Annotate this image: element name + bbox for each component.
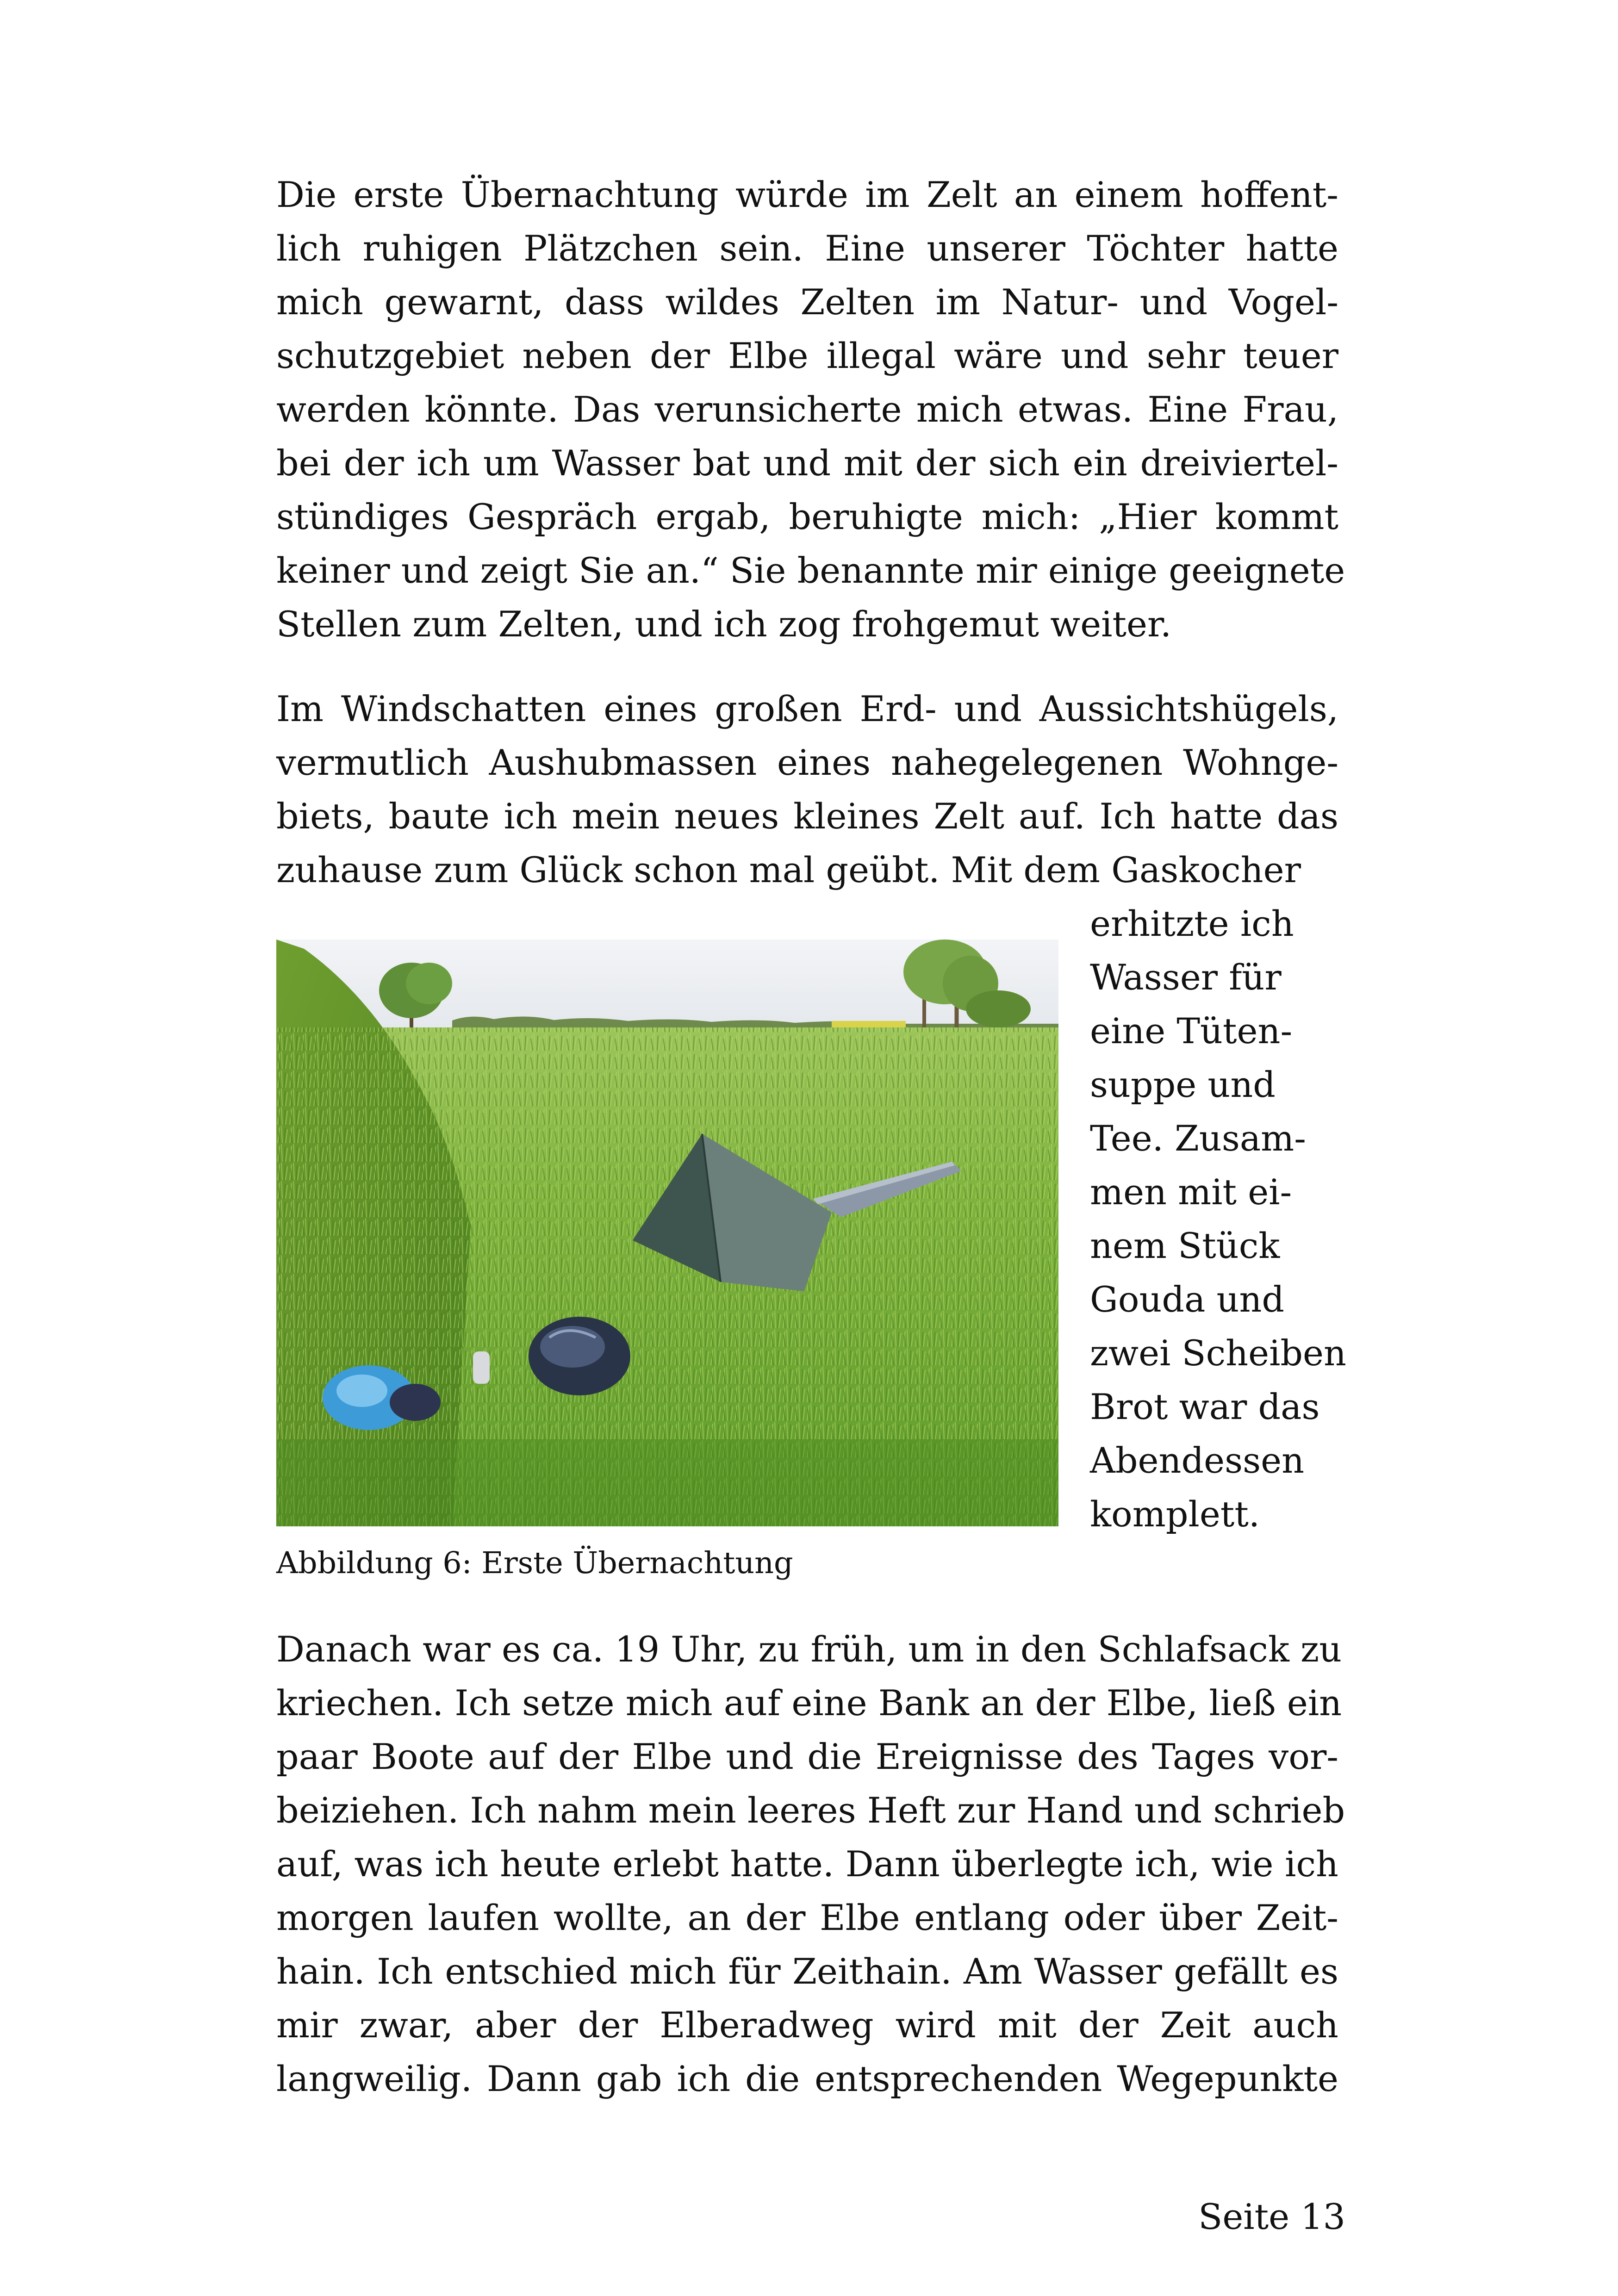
side-text-line: Gouda und [1090, 1279, 1285, 1320]
side-text-line: Tee. Zusam- [1090, 1118, 1306, 1159]
side-text-line: Wasser für [1090, 957, 1282, 998]
text-line: kriechen. Ich setze mich auf eine Bank an der Elbe, ließ ein [276, 1682, 1342, 1724]
page-number: Seite 13 [1198, 2196, 1345, 2237]
text-line: Danach war es ca. 19 Uhr, zu früh, um in den Schlafsack zu [276, 1629, 1342, 1670]
side-text-line: Abendessen [1090, 1440, 1305, 1481]
text-line: lich ruhigen Plätzchen sein. Eine unserer Töchter hatte [276, 228, 1338, 269]
text-line: mich gewarnt, dass wildes Zelten im Natur- und Vogel- [276, 281, 1338, 323]
text-line: Im Windschatten eines großen Erd- und Aussichtshügels, [276, 688, 1338, 729]
text-line: auf, was ich heute erlebt hatte. Dann überlegte ich, wie ich [276, 1843, 1338, 1885]
side-text-line: komplett. [1090, 1493, 1260, 1535]
side-text-line: zwei Scheiben [1090, 1332, 1346, 1374]
text-line: langweilig. Dann gab ich die entsprechenden Wegepunkte [276, 2058, 1338, 2099]
text-line: schutzgebiet neben der Elbe illegal wäre und sehr teuer [276, 335, 1338, 376]
side-text-line: Brot war das [1090, 1386, 1320, 1427]
text-line: hain. Ich entschied mich für Zeithain. Am Wasser gefällt es [276, 1951, 1338, 1992]
text-line: mir zwar, aber der Elberadweg wird mit der Zeit auch [276, 2004, 1338, 2046]
text-line: bei der ich um Wasser bat und mit der sich ein dreiviertel- [276, 442, 1338, 484]
side-text-line: men mit ei- [1090, 1171, 1292, 1213]
side-text-line: eine Tüten- [1090, 1010, 1293, 1052]
side-text-line: nem Stück [1090, 1225, 1280, 1266]
text-line: biets, baute ich mein neues kleines Zelt auf. Ich hatte das [276, 796, 1338, 837]
text-line: stündiges Gespräch ergab, beruhigte mich: „Hier kommt [276, 496, 1338, 537]
text-line: Die erste Übernachtung würde im Zelt an einem hoffent- [276, 174, 1338, 215]
text-line: morgen laufen wollte, an der Elbe entlang oder über Zeit- [276, 1897, 1338, 1938]
tent-meadow-illustration [276, 940, 1058, 1526]
text-line: keiner und zeigt Sie an.“ Sie benannte mir einige geeignete [276, 550, 1345, 591]
text-line: zuhause zum Glück schon mal geübt. Mit dem Gaskocher [276, 849, 1301, 890]
text-line: vermutlich Aushubmassen eines nahegelegenen Wohnge- [276, 742, 1338, 783]
figure-caption: Abbildung 6: Erste Übernachtung [276, 1546, 793, 1580]
text-line: werden könnte. Das verunsicherte mich etwas. Eine Frau, [276, 389, 1338, 430]
side-text-line: erhitzte ich [1090, 903, 1294, 944]
text-line: paar Boote auf der Elbe und die Ereignisse des Tages vor- [276, 1736, 1338, 1777]
tent-meadow-photo [276, 940, 1058, 1526]
side-text-line: suppe und [1090, 1064, 1276, 1105]
text-line: Stellen zum Zelten, und ich zog frohgemut weiter. [276, 604, 1172, 645]
text-line: beiziehen. Ich nahm mein leeres Heft zur Hand und schrieb [276, 1790, 1345, 1831]
